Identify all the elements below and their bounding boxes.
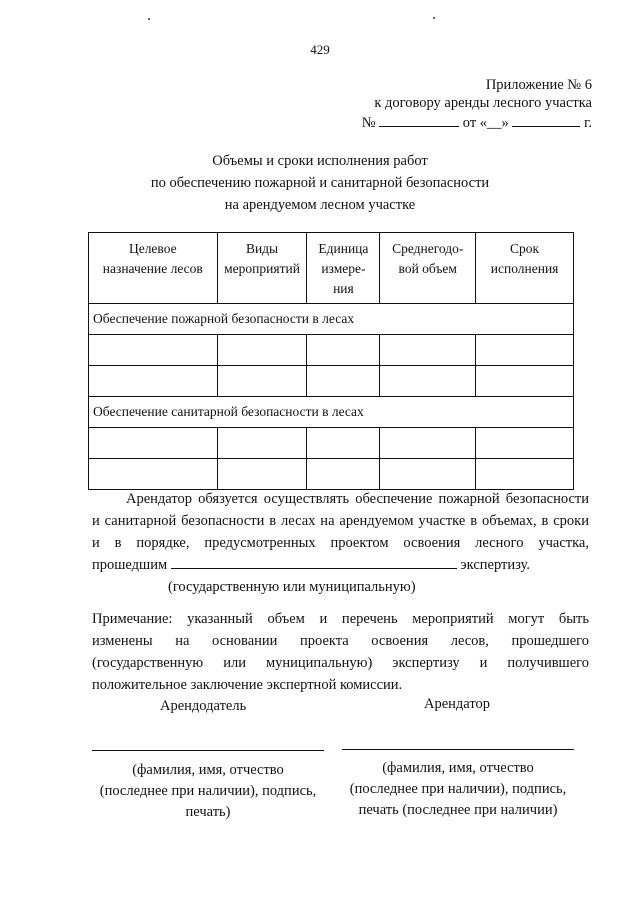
page-number: 429	[310, 42, 330, 57]
table-cell	[476, 428, 574, 459]
note-paragraph	[92, 608, 589, 696]
table-cell	[89, 428, 218, 459]
caption-line: (фамилия, имя, отчество	[132, 762, 284, 778]
date-from: от «__»	[462, 115, 509, 131]
appendix-title: Приложение № 6	[485, 77, 592, 93]
document-title	[0, 150, 640, 216]
caption-line: (последнее при наличии), подпись,	[99, 783, 317, 799]
header-unit: Единица измере- ния	[307, 233, 380, 304]
section-row-sanitary	[89, 397, 574, 428]
header-annual-volume: Среднегодо- вой объем	[380, 233, 476, 304]
header-deadline: Срок исполнения	[476, 233, 574, 304]
table-cell	[217, 366, 307, 397]
date-blank	[512, 126, 580, 127]
table-cell	[307, 366, 380, 397]
table-cell	[89, 459, 218, 490]
note-line: (государственную или муниципальную) экспертизу и получившего	[92, 655, 589, 671]
table-cell	[380, 335, 476, 366]
scan-speck	[148, 18, 150, 20]
section-sanitary-label: Обеспечение санитарной безопасности в лесах	[89, 397, 574, 428]
landlord-label: Арендодатель	[160, 698, 247, 714]
table-cell	[89, 335, 218, 366]
scan-speck	[433, 17, 435, 19]
year-suffix: г.	[584, 115, 592, 131]
obligation-expertise: экспертизу.	[460, 557, 530, 573]
contract-number-line	[362, 112, 592, 135]
section-fire-label: Обеспечение пожарной безопасности в лесах	[89, 304, 574, 335]
table-row	[89, 366, 574, 397]
obligation-passed: прошедшим	[92, 557, 168, 573]
table-cell	[307, 335, 380, 366]
table-header-row	[89, 233, 574, 304]
caption-line: печать)	[185, 804, 231, 820]
obligation-line-4	[92, 554, 589, 576]
table-cell	[217, 428, 307, 459]
table-cell	[380, 459, 476, 490]
tenant-caption	[338, 758, 578, 821]
table-row	[89, 335, 574, 366]
caption-line: (фамилия, имя, отчество	[382, 760, 534, 776]
obligation-line: Арендатор обязуется осуществлять обеспечение пожарной безопасности	[126, 491, 589, 507]
caption-line: печать (последнее при наличии)	[358, 802, 558, 818]
expertise-hint: (государственную или муниципальную)	[168, 579, 416, 595]
table-cell	[89, 366, 218, 397]
landlord-signature-line	[92, 750, 324, 751]
table-cell	[476, 335, 574, 366]
section-row-fire	[89, 304, 574, 335]
tenant-label: Арендатор	[424, 696, 491, 712]
obligation-paragraph	[92, 488, 589, 598]
table-cell	[307, 428, 380, 459]
table-cell	[476, 459, 574, 490]
table-row	[89, 428, 574, 459]
title-line: по обеспечению пожарной и санитарной безопасности	[150, 175, 490, 191]
table-cell	[380, 428, 476, 459]
table-cell	[307, 459, 380, 490]
note-line: изменены на основании проекта освоения лесов, прошедшего	[92, 633, 589, 649]
expertise-blank	[171, 568, 457, 569]
title-line: на арендуемом лесном участке	[224, 197, 416, 213]
header-forest-purpose: Целевое назначение лесов	[89, 233, 218, 304]
table-cell	[217, 335, 307, 366]
table-cell	[380, 366, 476, 397]
note-line: положительное заключение экспертной комиссии.	[92, 677, 403, 693]
works-table	[88, 232, 574, 490]
obligation-line: и санитарной безопасности в лесах на арендуемом участке в объемах, в сроки	[92, 513, 589, 529]
landlord-caption	[88, 760, 328, 823]
table-cell	[217, 459, 307, 490]
table-row	[89, 459, 574, 490]
header-activity-types: Виды мероприятий	[217, 233, 307, 304]
number-sign: №	[361, 115, 376, 131]
title-line: Объемы и сроки исполнения работ	[212, 153, 428, 169]
note-line: Примечание: указанный объем и перечень мероприятий могут быть	[92, 611, 589, 627]
caption-line: (последнее при наличии), подпись,	[349, 781, 567, 797]
number-blank	[379, 126, 459, 127]
table-cell	[476, 366, 574, 397]
tenant-signature-line	[342, 749, 574, 750]
contract-reference: к договору аренды лесного участка	[374, 95, 592, 111]
obligation-line: и в порядке, предусмотренных проектом освоения лесного участка,	[92, 535, 589, 551]
